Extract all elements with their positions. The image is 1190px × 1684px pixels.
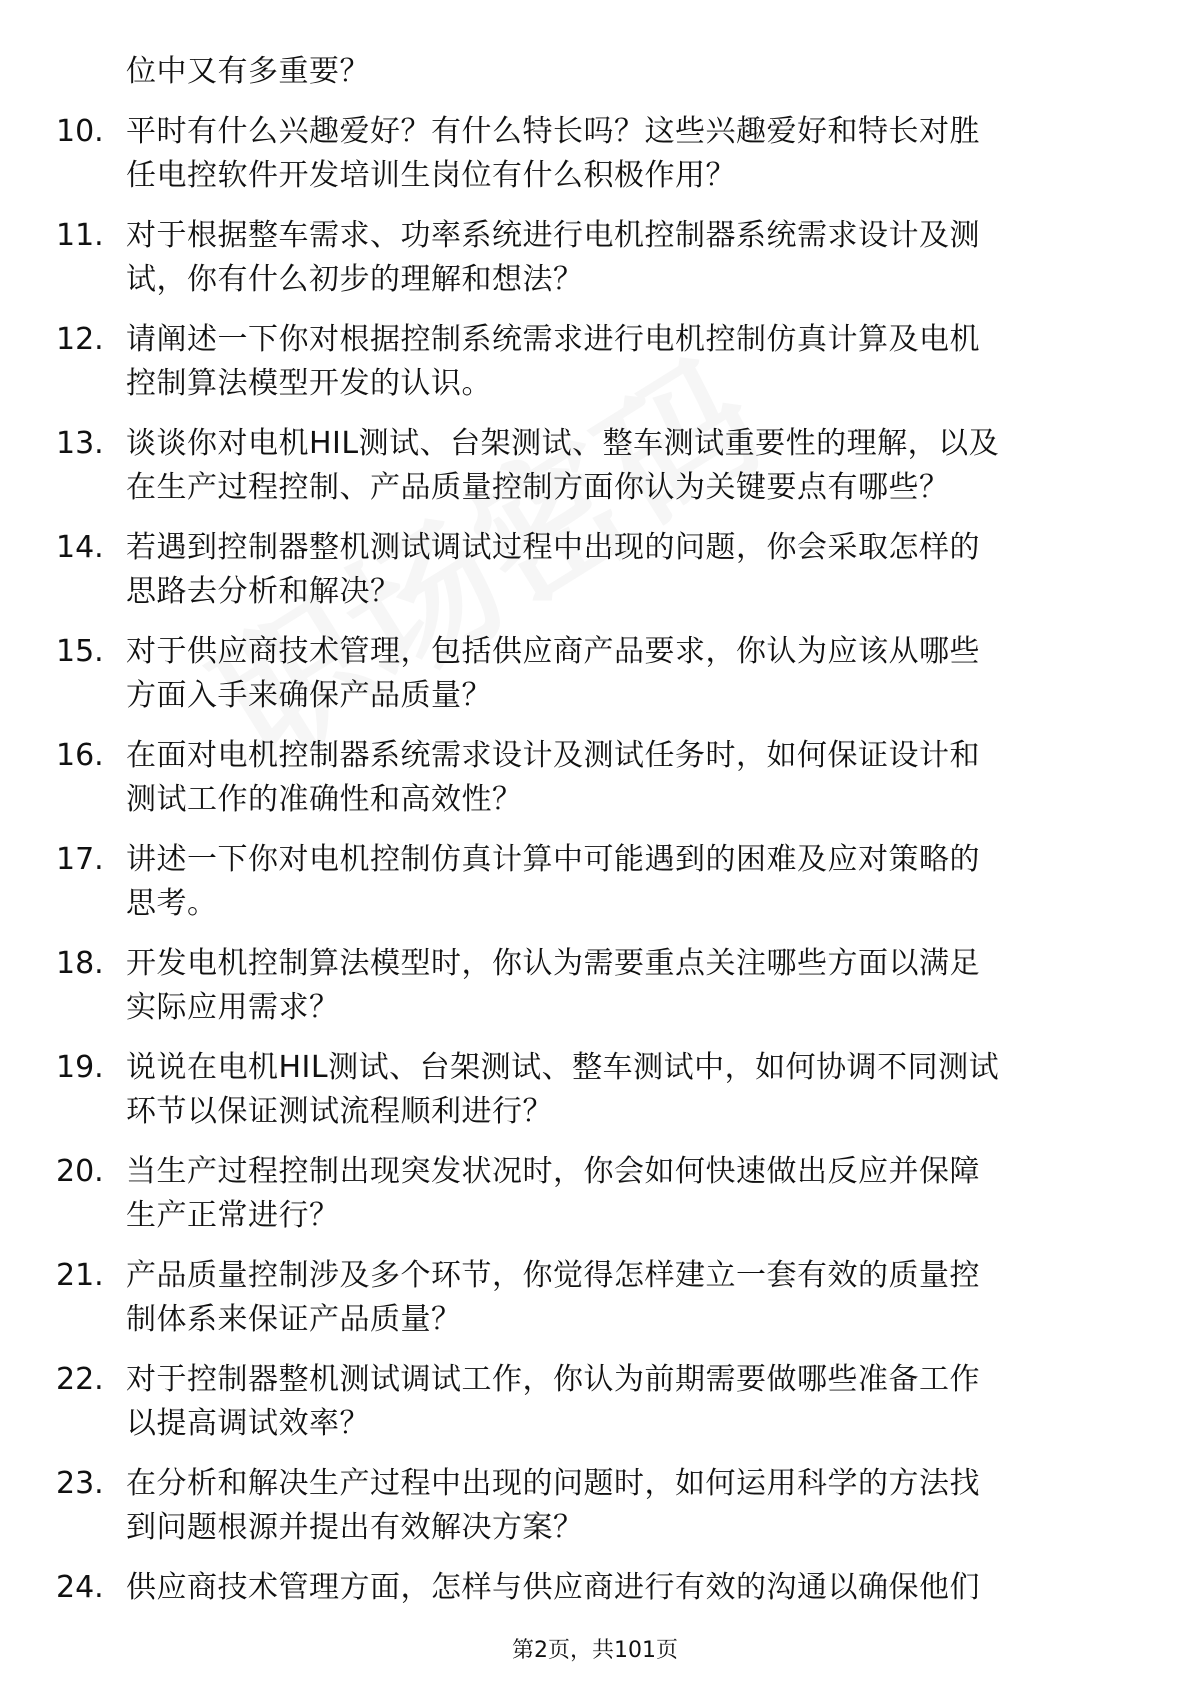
question-text-line: 实际应用需求？ [126,990,340,1025]
question-text-line: 思路去分析和解决？ [126,574,401,609]
question-number: 15. [56,634,104,669]
question-number: 13. [56,426,104,461]
question-text-line: 思考。 [126,886,218,921]
question-item [0,422,1190,526]
question-text-line: 讲述一下你对电机控制仿真计算中可能遇到的困难及应对策略的 [126,842,980,877]
question-text-line: 环节以保证测试流程顺利进行？ [126,1094,553,1129]
question-number: 22. [56,1362,104,1397]
question-text-line: 开发电机控制算法模型时，你认为需要重点关注哪些方面以满足 [126,946,980,981]
question-number: 14. [56,530,104,565]
question-text-line: 控制算法模型开发的认识。 [126,366,492,401]
question-number: 11. [56,218,104,253]
question-text-line: 说说在电机HIL测试、台架测试、整车测试中，如何协调不同测试 [126,1050,1000,1085]
question-text-line: 制体系来保证产品质量？ [126,1302,462,1337]
question-number: 20. [56,1154,104,1189]
question-item [0,214,1190,318]
question-item [0,1254,1190,1358]
question-text-line: 到问题根源并提出有效解决方案？ [126,1510,584,1545]
question-text-line: 对于供应商技术管理，包括供应商产品要求，你认为应该从哪些 [126,634,980,669]
question-continuation: 位中又有多重要？ [126,54,370,89]
question-text-line: 平时有什么兴趣爱好？有什么特长吗？这些兴趣爱好和特长对胜 [126,114,980,149]
question-number: 24. [56,1570,104,1605]
question-number: 19. [56,1050,104,1085]
question-number: 23. [56,1466,104,1501]
question-item [0,1046,1190,1150]
question-number: 17. [56,842,104,877]
question-text-line: 任电控软件开发培训生岗位有什么积极作用？ [126,158,736,193]
question-text-line: 在面对电机控制器系统需求设计及测试任务时，如何保证设计和 [126,738,980,773]
question-item [0,110,1190,214]
question-number: 21. [56,1258,104,1293]
question-item [0,1150,1190,1254]
question-text-line: 以提高调试效率？ [126,1406,370,1441]
question-text-line: 谈谈你对电机HIL测试、台架测试、整车测试重要性的理解，以及 [126,426,1000,461]
question-list [0,110,1190,1670]
question-text-line: 试，你有什么初步的理解和想法？ [126,262,584,297]
question-item [0,526,1190,630]
question-text-line: 请阐述一下你对根据控制系统需求进行电机控制仿真计算及电机 [126,322,980,357]
question-text-line: 在生产过程控制、产品质量控制方面你认为关键要点有哪些？ [126,470,950,505]
question-item [0,838,1190,942]
question-text-line: 产品质量控制涉及多个环节，你觉得怎样建立一套有效的质量控 [126,1258,980,1293]
question-text-line: 在分析和解决生产过程中出现的问题时，如何运用科学的方法找 [126,1466,980,1501]
page-footer: 第2页，共101页 [512,1638,678,1663]
question-item [0,942,1190,1046]
question-number: 10. [56,114,104,149]
question-text-line: 方面入手来确保产品质量？ [126,678,492,713]
question-text-line: 对于根据整车需求、功率系统进行电机控制器系统需求设计及测 [126,218,980,253]
question-item [0,734,1190,838]
question-item [0,630,1190,734]
question-text-line: 供应商技术管理方面，怎样与供应商进行有效的沟通以确保他们 [126,1570,980,1605]
question-item [0,1462,1190,1566]
question-number: 16. [56,738,104,773]
question-text-line: 测试工作的准确性和高效性？ [126,782,523,817]
question-text-line: 对于控制器整机测试调试工作，你认为前期需要做哪些准备工作 [126,1362,980,1397]
question-number: 12. [56,322,104,357]
question-number: 18. [56,946,104,981]
question-text-line: 当生产过程控制出现突发状况时，你会如何快速做出反应并保障 [126,1154,980,1189]
question-text-line: 若遇到控制器整机测试调试过程中出现的问题，你会采取怎样的 [126,530,980,565]
question-item [0,1358,1190,1462]
question-item [0,318,1190,422]
question-text-line: 生产正常进行？ [126,1198,340,1233]
